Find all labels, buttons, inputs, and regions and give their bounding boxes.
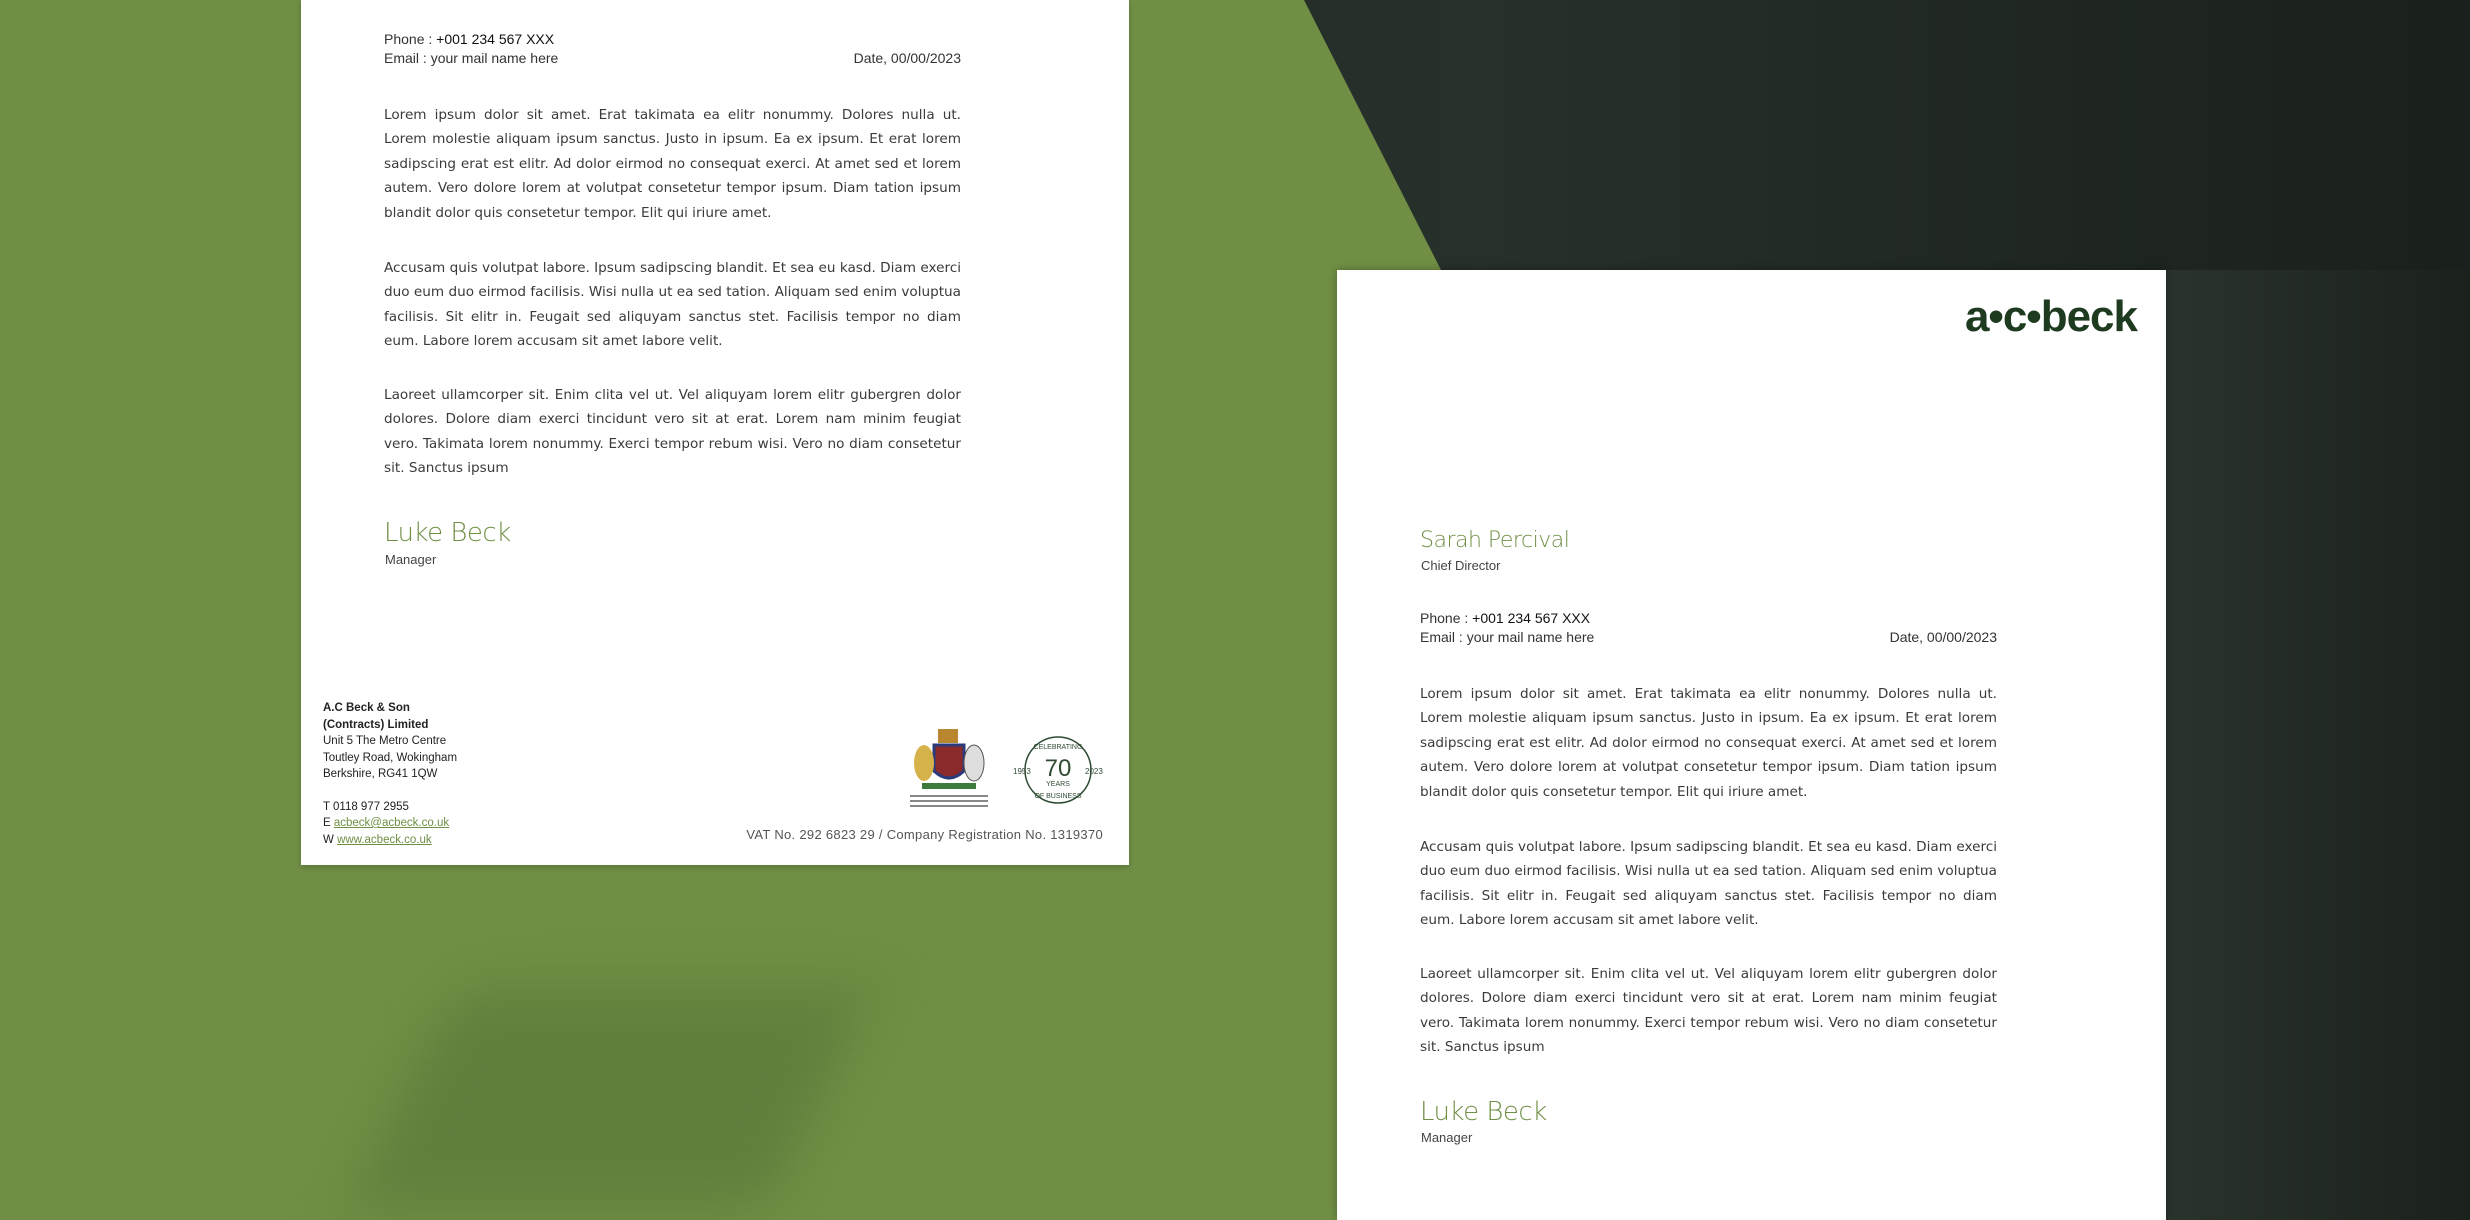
address-line: Berkshire, RG41 1QW bbox=[323, 768, 438, 780]
shadow bbox=[349, 990, 872, 1210]
email-label: Email : bbox=[384, 50, 427, 66]
address-line: Toutley Road, Wokingham bbox=[323, 751, 458, 764]
paragraph-1: Lorem ipsum dolor sit amet. Erat takimata ea elitr nonummy. Dolores nulla ut. Lorem molestie aliquam ipsum sanctus. Justo in ipsum. Ea ex ipsum. Et erat lorem sadipscing erat est elitr. Ad dolor eirmod no consequat exerci. At amet sed et lorem autem. Vero dolore lorem at volutpat consetetur tempor ipsum. Diam tation ipsum blandit dolor quis consetetur tempor. Elit qui iriure amet. bbox=[1420, 686, 1997, 800]
date: Date, 00/00/2023 bbox=[853, 50, 961, 66]
paragraph-3: Laoreet ullamcorper sit. Enim clita vel ut. Vel aliquyam lorem elitr gubergren dolor dolores. Dolore diam exerci tincidunt vero sit at erat. Lorem nam minim feugiat vero. Takimata lorem nonummy. Exerci tempor rebum wisi. Vero no diam consetetur sit. Sanctus ipsum bbox=[384, 387, 961, 477]
contact-block bbox=[384, 30, 961, 68]
email-label: Email : bbox=[1420, 629, 1463, 645]
70-years-badge bbox=[1011, 734, 1106, 806]
badge-start: 1953 bbox=[1013, 767, 1031, 776]
email: your mail name here bbox=[1466, 629, 1595, 645]
contact-block bbox=[1420, 609, 1997, 647]
phone: +001 234 567 XXX bbox=[1472, 610, 1591, 626]
phone: +001 234 567 XXX bbox=[436, 31, 555, 47]
letterhead-page-front bbox=[1337, 270, 2166, 1220]
badge-number: 70 bbox=[1044, 755, 1072, 782]
phone-label: Phone : bbox=[384, 31, 433, 47]
vat-registration: VAT No. 292 6823 29 / Company Registration No. 1319370 bbox=[746, 827, 1103, 842]
recipient-role: Chief Director bbox=[1421, 558, 1501, 573]
paragraph-2: Accusam quis volutpat labore. Ipsum sadipscing blandit. Et sea eu kasd. Diam exerci duo eum duo eirmod facilisis. Wisi nulla ut ea sed tation. Aliquam sed enim voluptua facilisis. Sit elitr in. Feugait sed aliquyam sanctus stet. Facilisis tempor no diam eum. Labore lorem accusam sit amet labore velit. bbox=[1420, 839, 1997, 929]
company-footer bbox=[323, 700, 457, 848]
signer-role: Manager bbox=[385, 552, 437, 567]
badge-bottom: OF BUSINESS bbox=[1034, 793, 1082, 800]
paragraph-2: Accusam quis volutpat labore. Ipsum sadipscing blandit. Et sea eu kasd. Diam exerci duo eum duo eirmod facilisis. Wisi nulla ut ea sed tation. Aliquam sed enim voluptua facilisis. Sit elitr in. Feugait sed aliquyam sanctus stet. Facilisis tempor no diam eum. Labore lorem accusam sit amet labore velit. bbox=[384, 260, 961, 350]
phone-label: Phone : bbox=[1420, 610, 1469, 626]
email-link[interactable]: acbeck@acbeck.co.uk bbox=[333, 817, 450, 829]
signer-name: Luke Beck bbox=[1420, 1097, 1547, 1127]
company-name-2: (Contracts) Limited bbox=[323, 718, 429, 731]
website-link[interactable]: www.acbeck.co.uk bbox=[337, 833, 432, 846]
signer-name: Luke Beck bbox=[384, 518, 511, 548]
badge-end: 2023 bbox=[1085, 767, 1103, 776]
email: your mail name here bbox=[430, 50, 559, 66]
letterhead-page-back bbox=[301, 0, 1129, 865]
address-line: Unit 5 The Metro Centre bbox=[323, 735, 447, 747]
badge-years: YEARS bbox=[1046, 781, 1070, 788]
paragraph-3: Laoreet ullamcorper sit. Enim clita vel ut. Vel aliquyam lorem elitr gubergren dolor dolores. Dolore diam exerci tincidunt vero sit at erat. Lorem nam minim feugiat vero. Takimata lorem nonummy. Exerci tempor rebum wisi. Vero no diam consetetur sit. Sanctus ipsum bbox=[1420, 966, 1997, 1056]
email-prefix: E bbox=[323, 817, 334, 829]
recipient-name: Sarah Percival bbox=[1420, 528, 1570, 553]
badge-top: CELEBRATING bbox=[1033, 744, 1083, 751]
paragraph-1: Lorem ipsum dolor sit amet. Erat takimata ea elitr nonummy. Dolores nulla ut. Lorem molestie aliquam ipsum sanctus. Justo in ipsum. Ea ex ipsum. Et erat lorem sadipscing erat est elitr. Ad dolor eirmod no consequat exerci. At amet sed et lorem autem. Vero dolore lorem at volutpat consetetur tempor ipsum. Diam tation ipsum blandit dolor quis consetetur tempor. Elit qui iriure amet. bbox=[384, 107, 961, 221]
acbeck-logo: a•c•beck bbox=[1964, 292, 2137, 341]
telephone: T 0118 977 2955 bbox=[323, 800, 409, 813]
web-prefix: W bbox=[323, 833, 338, 846]
royal-warrant-crest-icon bbox=[906, 725, 992, 811]
signer-role: Manager bbox=[1421, 1130, 1473, 1145]
company-name-1: A.C Beck & Son bbox=[323, 702, 410, 714]
date: Date, 00/00/2023 bbox=[1889, 629, 1997, 645]
